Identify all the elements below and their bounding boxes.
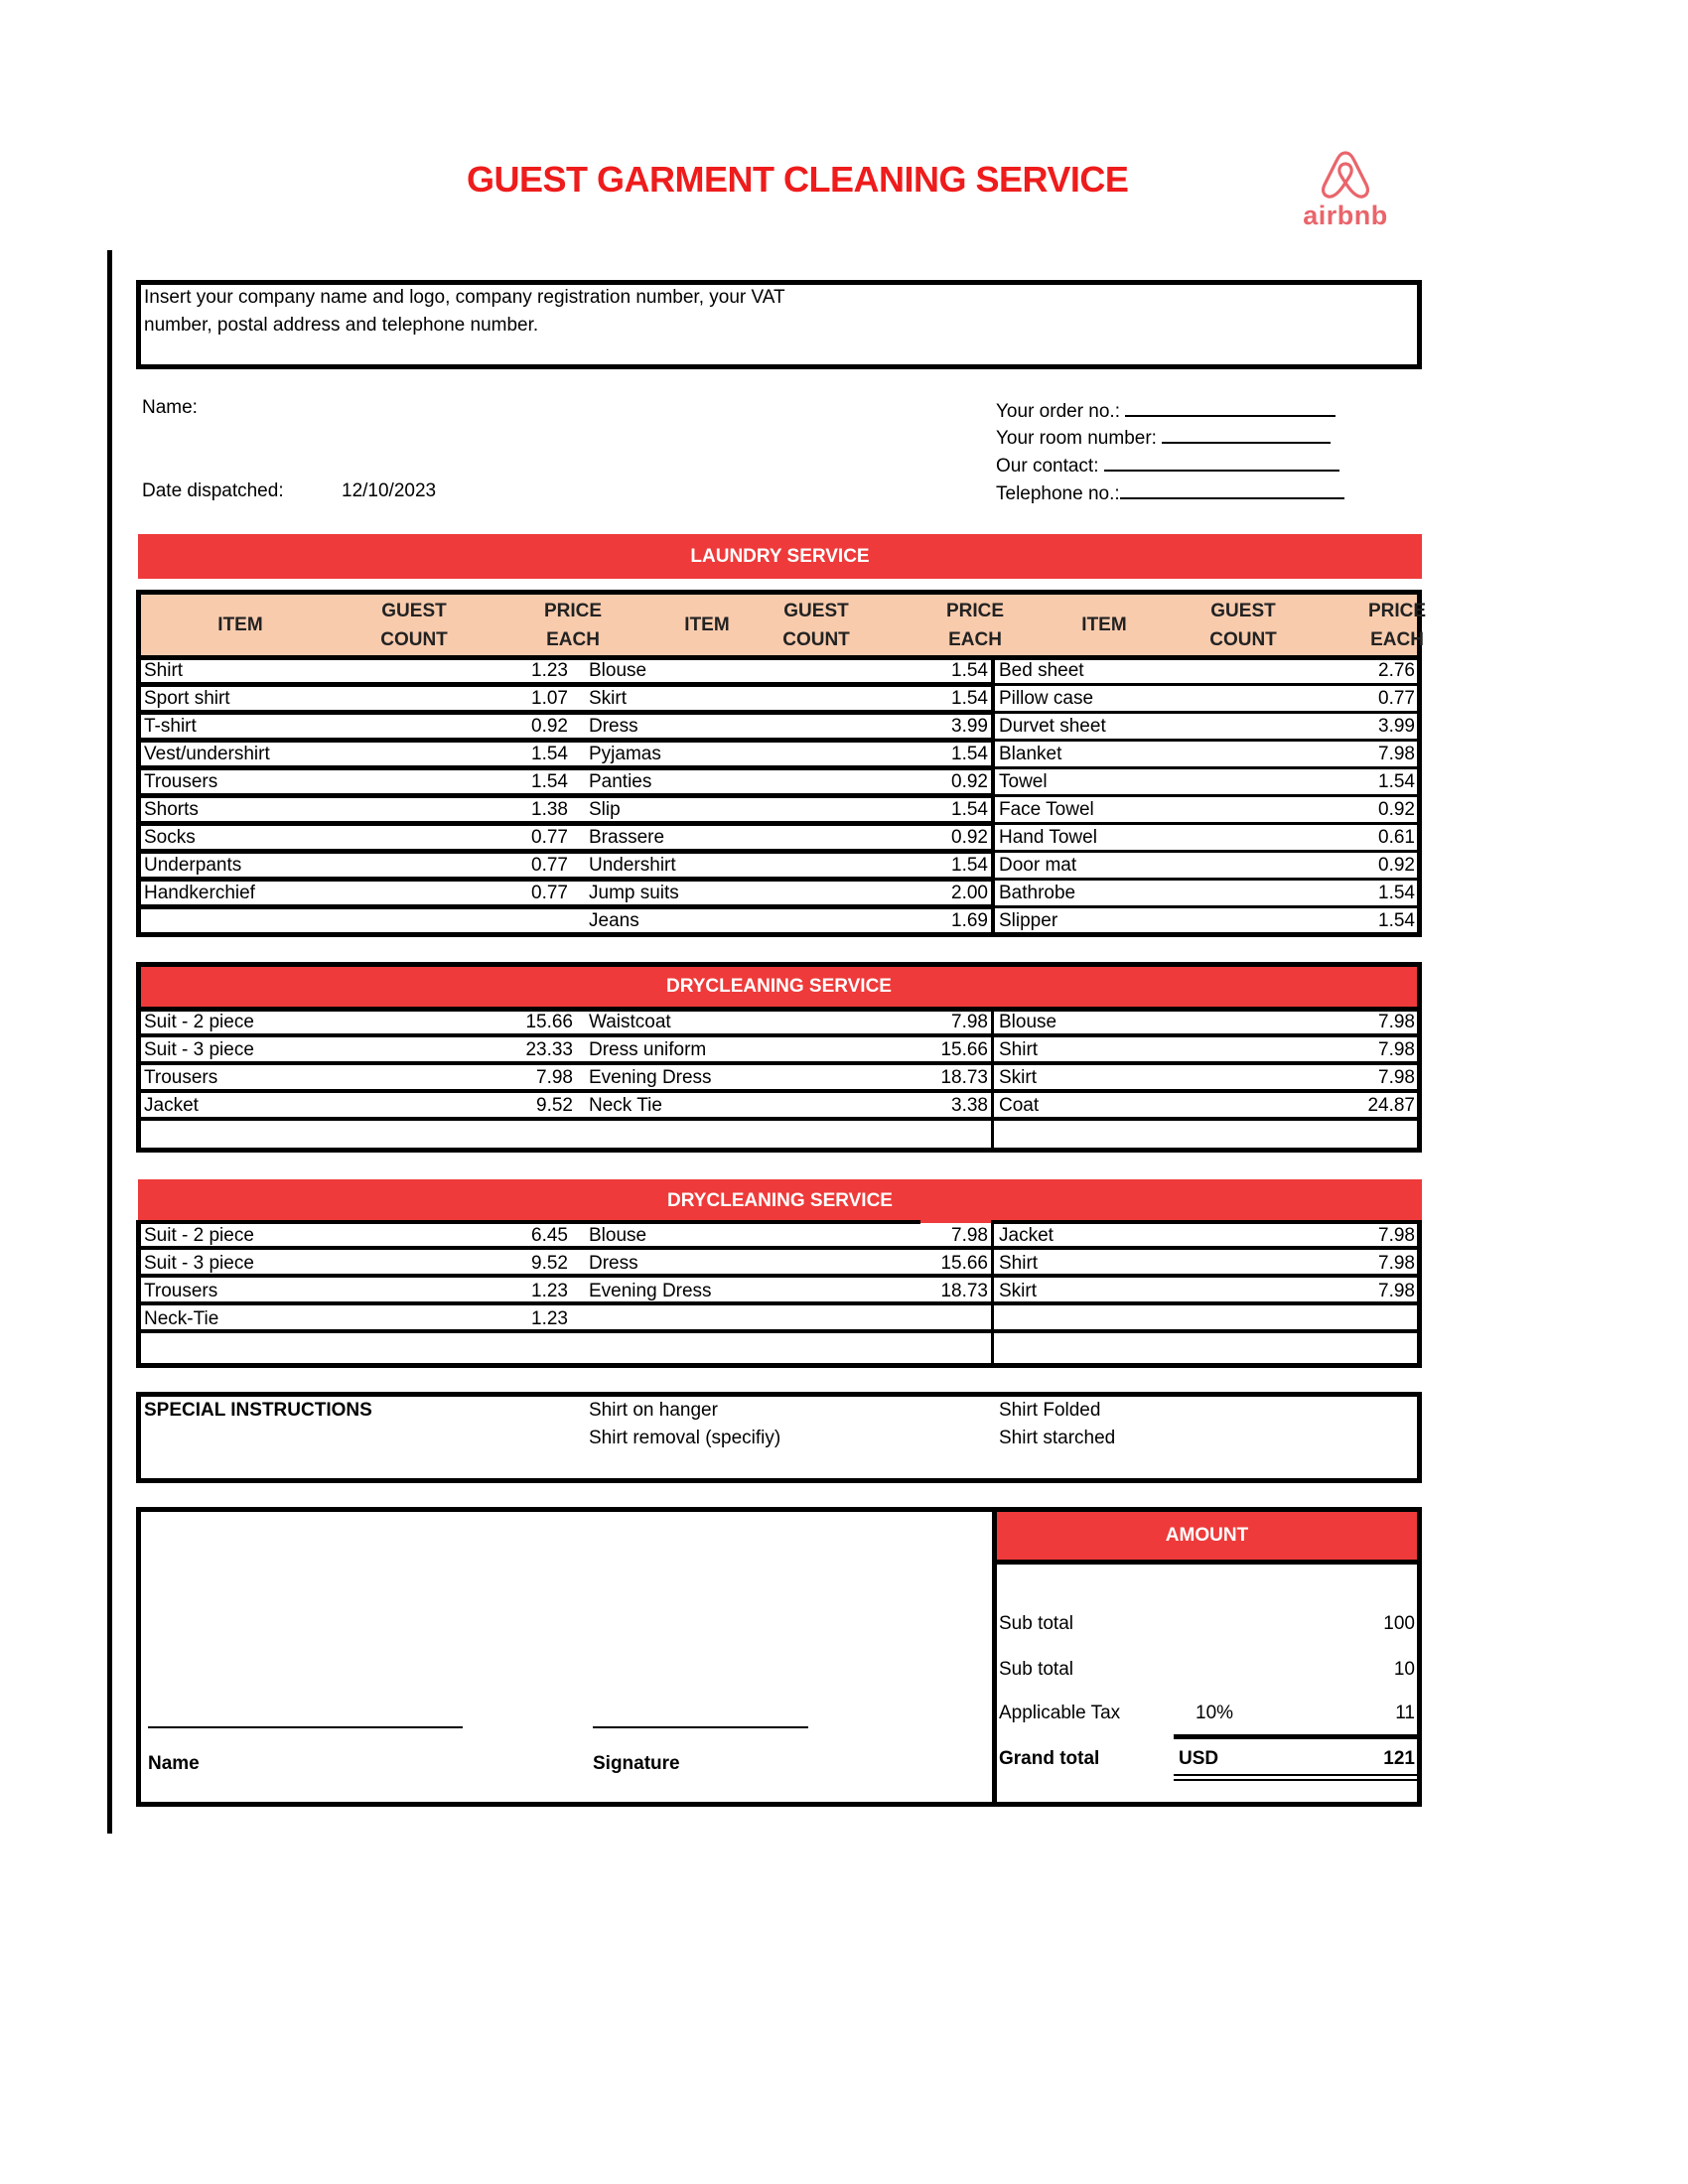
item-price: 1.54 [951, 744, 988, 764]
item-name: Jeans [589, 910, 639, 931]
col-item-header: ITEM [217, 614, 263, 635]
item-price: 0.92 [531, 716, 568, 737]
item-price: 1.54 [951, 855, 988, 876]
item-name: Panties [589, 771, 652, 792]
date-dispatched-label: Date dispatched: [142, 480, 284, 501]
item-price: 3.38 [951, 1095, 988, 1116]
item-price: 23.33 [525, 1039, 573, 1060]
col-item-header-2: ITEM [684, 614, 730, 635]
item-price: 7.98 [536, 1067, 573, 1088]
order-no-row [996, 397, 1336, 423]
item-price: 1.54 [1378, 883, 1415, 903]
item-name: Handkerchief [144, 883, 255, 903]
company-info-line-1: Insert your company name and logo, company registration number, your VAT [144, 287, 785, 308]
order-no-field[interactable] [1125, 397, 1336, 417]
laundry-rows [141, 660, 1417, 933]
tax-value: 11 [1395, 1703, 1415, 1723]
tax-label: Applicable Tax [999, 1703, 1121, 1723]
laundry-table-header [141, 595, 1427, 655]
signature-line[interactable] [593, 1726, 808, 1728]
room-number-field[interactable] [1162, 424, 1331, 444]
table-row[interactable] [141, 907, 1417, 935]
item-price: 1.54 [1378, 771, 1415, 792]
item-price: 3.99 [1378, 716, 1415, 737]
table-row[interactable] [141, 852, 1417, 880]
room-number-row [996, 424, 1331, 450]
option-shirt-starched[interactable]: Shirt starched [999, 1428, 1116, 1448]
item-price: 1.54 [951, 688, 988, 709]
name-signature-line[interactable] [148, 1726, 463, 1728]
item-price: 7.98 [1378, 1039, 1415, 1060]
item-price: 1.23 [531, 660, 568, 681]
item-name: Suit - 2 piece [144, 1012, 254, 1032]
item-name: Coat [999, 1095, 1040, 1116]
table-row[interactable] [141, 741, 1417, 768]
item-price: 1.54 [531, 744, 568, 764]
table-row[interactable] [141, 1278, 1417, 1305]
item-price: 7.98 [1378, 1012, 1415, 1032]
item-price: 1.54 [951, 660, 988, 681]
subtotal-2-label: Sub total [999, 1659, 1073, 1680]
item-name: Pillow case [999, 688, 1094, 709]
item-price: 1.54 [1378, 910, 1415, 931]
item-name: Slip [589, 799, 621, 820]
item-price: 6.45 [531, 1225, 568, 1246]
item-name: Bathrobe [999, 883, 1076, 903]
item-price: 7.98 [1378, 1281, 1415, 1301]
item-price: 15.66 [940, 1039, 988, 1060]
item-price: 1.38 [531, 799, 568, 820]
item-name: Undershirt [589, 855, 676, 876]
item-name: Shirt [999, 1039, 1039, 1060]
item-name: Skirt [999, 1067, 1037, 1088]
signature-name-label: Name [148, 1753, 200, 1774]
tax-rate: 10% [1196, 1703, 1234, 1723]
item-price: 24.87 [1367, 1095, 1415, 1116]
item-name: Blouse [999, 1012, 1057, 1032]
item-price: 7.98 [951, 1225, 988, 1246]
item-name: Hand Towel [999, 827, 1097, 848]
item-price: 7.98 [1378, 1225, 1415, 1246]
table-row[interactable] [141, 1092, 1417, 1120]
item-price: 0.77 [531, 855, 568, 876]
margin-rule [107, 250, 112, 1834]
logo-wordmark: airbnb [1303, 201, 1388, 230]
item-price: 2.00 [951, 883, 988, 903]
option-shirt-removal[interactable]: Shirt removal (specifiy) [589, 1428, 781, 1448]
item-price: 1.54 [531, 771, 568, 792]
item-name: Jacket [144, 1095, 199, 1116]
option-shirt-folded[interactable]: Shirt Folded [999, 1400, 1101, 1421]
date-dispatched-value[interactable]: 12/10/2023 [342, 480, 437, 501]
table-row[interactable] [141, 1222, 1417, 1250]
item-name: Jump suits [589, 883, 679, 903]
item-name: Suit - 3 piece [144, 1253, 254, 1274]
item-name: Shirt [144, 660, 184, 681]
currency: USD [1179, 1748, 1219, 1769]
item-name: Brassere [589, 827, 665, 848]
room-number-label: Your room number: [996, 428, 1157, 449]
item-name: Shirt [999, 1253, 1039, 1274]
item-price: 0.92 [1378, 855, 1415, 876]
table-row[interactable] [141, 1064, 1417, 1092]
item-price: 1.07 [531, 688, 568, 709]
table-row[interactable] [141, 713, 1417, 741]
telephone-row [996, 479, 1344, 505]
item-name: Underpants [144, 855, 242, 876]
item-name: Waistcoat [589, 1012, 671, 1032]
table-row[interactable] [141, 1305, 1417, 1333]
col-item-header-3: ITEM [1081, 614, 1127, 635]
col-guest-count-header: GUEST COUNT [380, 601, 448, 650]
col-price-header-2: PRICE EACH [945, 601, 1005, 650]
item-name: Suit - 2 piece [144, 1225, 254, 1246]
option-shirt-on-hanger[interactable]: Shirt on hanger [589, 1400, 718, 1421]
item-price: 0.92 [1378, 799, 1415, 820]
name-label: Name: [142, 397, 198, 418]
col-price-header: PRICE EACH [543, 601, 603, 650]
item-name: Bed sheet [999, 660, 1084, 681]
table-row[interactable] [141, 685, 1417, 713]
item-name: Jacket [999, 1225, 1054, 1246]
drycleaning-table-2 [136, 1220, 1422, 1368]
item-price: 0.92 [951, 827, 988, 848]
airbnb-logo [1291, 149, 1400, 233]
item-price: 1.23 [531, 1281, 568, 1301]
col-price-header-3: PRICE EACH [1367, 601, 1427, 650]
item-name: Dress [589, 1253, 638, 1274]
col-guest-count-header-2: GUEST COUNT [782, 601, 850, 650]
col-guest-count-header-3: GUEST COUNT [1209, 601, 1277, 650]
subtotal-1-label: Sub total [999, 1613, 1073, 1634]
signature-label: Signature [593, 1753, 680, 1774]
table-row[interactable] [141, 1009, 1417, 1036]
item-name: Trousers [144, 771, 218, 792]
item-price: 0.61 [1378, 827, 1415, 848]
table-row[interactable] [141, 796, 1417, 824]
item-name: Shorts [144, 799, 199, 820]
laundry-service-banner: LAUNDRY SERVICE [138, 534, 1422, 579]
company-info-box[interactable] [136, 280, 1422, 369]
table-row[interactable] [141, 880, 1417, 907]
order-no-label: Your order no.: [996, 401, 1120, 422]
item-price: 2.76 [1378, 660, 1415, 681]
item-price: 18.73 [940, 1281, 988, 1301]
item-name: Socks [144, 827, 196, 848]
drycleaning-banner-1: DRYCLEANING SERVICE [141, 967, 1417, 1007]
item-price: 9.52 [531, 1253, 568, 1274]
item-name: Neck-Tie [144, 1308, 219, 1329]
item-price: 7.98 [1378, 1253, 1415, 1274]
special-instructions-box [136, 1392, 1422, 1483]
item-name: Door mat [999, 855, 1077, 876]
item-name: Slipper [999, 910, 1058, 931]
item-price: 0.77 [531, 827, 568, 848]
signature-amount-box [136, 1507, 1422, 1807]
contact-label: Our contact: [996, 456, 1099, 477]
item-price: 7.98 [1378, 744, 1415, 764]
drycleaning-table-1 [136, 962, 1422, 1153]
subtotal-2-value: 10 [1393, 1659, 1415, 1680]
item-name: Skirt [589, 688, 627, 709]
table-row[interactable] [141, 824, 1417, 852]
item-price: 0.92 [951, 771, 988, 792]
item-price: 15.66 [940, 1253, 988, 1274]
item-name: Blanket [999, 744, 1062, 764]
item-price: 15.66 [525, 1012, 573, 1032]
amount-banner: AMOUNT [997, 1512, 1417, 1560]
table-row[interactable] [141, 1036, 1417, 1064]
item-price: 9.52 [536, 1095, 573, 1116]
item-price: 3.99 [951, 716, 988, 737]
telephone-field[interactable] [1120, 479, 1344, 499]
contact-field[interactable] [1104, 452, 1339, 472]
item-price: 1.69 [951, 910, 988, 931]
item-name: Durvet sheet [999, 716, 1106, 737]
company-info-line-2: number, postal address and telephone number. [144, 315, 539, 336]
item-name: Towel [999, 771, 1048, 792]
item-name: Face Towel [999, 799, 1094, 820]
subtotal-1-value: 100 [1383, 1613, 1415, 1634]
item-name: Trousers [144, 1067, 218, 1088]
item-name: Blouse [589, 1225, 647, 1246]
drycleaning-banner-2: DRYCLEANING SERVICE [138, 1179, 1422, 1223]
item-name: Suit - 3 piece [144, 1039, 254, 1060]
item-price: 1.23 [531, 1308, 568, 1329]
item-price: 0.77 [1378, 688, 1415, 709]
telephone-label: Telephone no.: [996, 483, 1120, 504]
table-row[interactable] [141, 657, 1417, 685]
table-row[interactable] [141, 1250, 1417, 1278]
page-title: GUEST GARMENT CLEANING SERVICE [467, 159, 1129, 200]
contact-row [996, 452, 1339, 478]
item-name: T-shirt [144, 716, 197, 737]
item-name: Vest/undershirt [144, 744, 270, 764]
item-price: 1.54 [951, 799, 988, 820]
item-name: Dress uniform [589, 1039, 707, 1060]
item-name: Trousers [144, 1281, 218, 1301]
item-price: 18.73 [940, 1067, 988, 1088]
item-name: Evening Dress [589, 1067, 712, 1088]
grand-total-value: 121 [1383, 1748, 1415, 1769]
item-name: Skirt [999, 1281, 1037, 1301]
item-name: Dress [589, 716, 638, 737]
laundry-table [136, 590, 1427, 937]
table-row[interactable] [141, 768, 1417, 796]
grand-total-label: Grand total [999, 1748, 1100, 1769]
airbnb-belo-icon [1291, 149, 1400, 201]
item-price: 7.98 [1378, 1067, 1415, 1088]
item-name: Evening Dress [589, 1281, 712, 1301]
item-name: Sport shirt [144, 688, 230, 709]
item-name: Blouse [589, 660, 647, 681]
item-name: Pyjamas [589, 744, 661, 764]
item-name: Neck Tie [589, 1095, 662, 1116]
special-instructions-title: SPECIAL INSTRUCTIONS [144, 1400, 372, 1421]
item-price: 7.98 [951, 1012, 988, 1032]
item-price: 0.77 [531, 883, 568, 903]
